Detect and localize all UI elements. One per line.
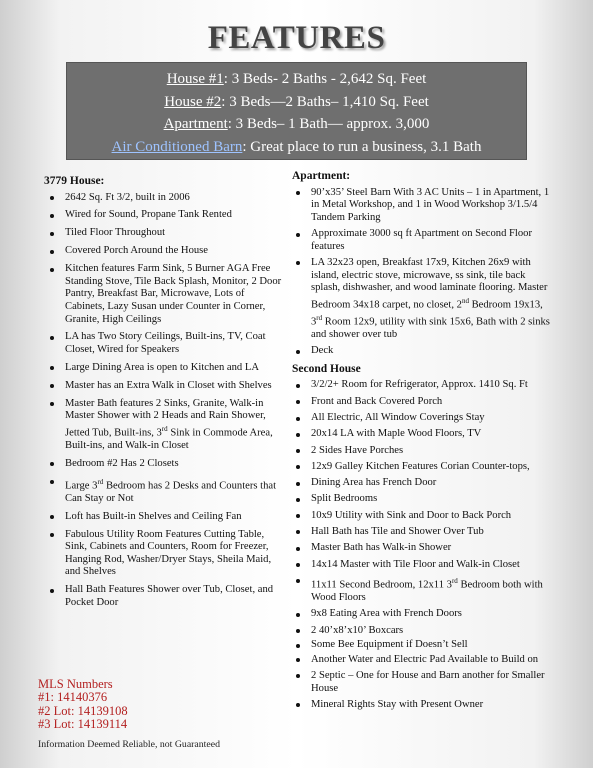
list-item: Some Bee Equipment if Doesn’t Sell [292,639,554,652]
list-item: Hall Bath has Tile and Shower Over Tub [292,526,554,539]
mls-number: #1: 14140376 [38,690,108,705]
list-item: Deck [292,345,554,358]
list-item: LA 32x23 open, Breakfast 17x9, Kitchen 26x9 with island, electric stove, microwave, ss sink, tile back splash, dishwasher, and wood laminate flooring. Master Bedroom 34x18 carpet, no closet, 2nd Bedroom 19x13, 3rd Room 12x9, utility with sink 15x6, Bath with 2 sinks and shower over tub [292,257,554,342]
list-item: LA has Two Story Ceilings, Built-ins, TV, Coat Closet, Wired for Speakers [46,331,282,356]
summary-house2 [67,91,526,114]
list-item: Loft has Built-in Shelves and Ceiling Fan [46,511,282,524]
mls-heading: MLS Numbers [38,677,113,691]
summary-label: House #1 [166,71,224,87]
list-item: Master Bath features 2 Sinks, Granite, Walk-in Master Shower with 2 Heads and Rain Shower, Jetted Tub, Built-ins, 3rd Sink in Commode Area, Built-ins, and Walk-in Closet [46,398,282,453]
summary-banner [66,62,527,160]
list-item: Master has an Extra Walk in Closet with Shelves [46,380,282,393]
summary-barn [67,136,526,159]
summary-text: : 3 Beds– 1 Bath— approx. 3,000 [227,116,430,132]
list-item: 2 Septic – One for House and Barn another for Smaller House [292,670,554,695]
summary-house1 [67,68,526,91]
summary-apartment [67,113,526,136]
apartment-feature-list [292,187,554,358]
list-item: 3/2/2+ Room for Refrigerator, Approx. 1410 Sq. Ft [292,379,554,392]
list-item: 2 40’x8’x10’ Boxcars [292,625,554,638]
list-item: Master Bath has Walk-in Shower [292,542,554,555]
list-item: 2642 Sq. Ft 3/2, built in 2006 [46,192,282,205]
list-item: 2 Sides Have Porches [292,445,554,458]
list-item: Covered Porch Around the House [46,245,282,258]
mls-numbers [38,678,128,732]
page-title: FEATURES [207,20,386,56]
summary-label: Apartment [163,116,228,132]
list-item: 14x14 Master with Tile Floor and Walk-in Closet [292,559,554,572]
list-item: Wired for Sound, Propane Tank Rented [46,209,282,222]
list-item: 10x9 Utility with Sink and Door to Back Porch [292,510,554,523]
list-item: Bedroom #2 Has 2 Closets [46,458,282,471]
summary-text: : 3 Beds- 2 Baths - 2,642 Sq. Feet [223,71,427,87]
list-item: Tiled Floor Throughout [46,227,282,240]
apartment-heading: Apartment: [292,170,351,182]
house1-heading: 3779 House: [44,175,105,187]
list-item: Mineral Rights Stay with Present Owner [292,699,554,712]
list-item: 12x9 Galley Kitchen Features Corian Counter-tops, [292,461,554,474]
list-item: 11x11 Second Bedroom, 12x11 3rd Bedroom both with Wood Floors [292,575,554,605]
list-item: 9x8 Eating Area with French Doors [292,608,554,621]
barn-link[interactable]: Air Conditioned Barn [111,138,243,155]
house2-heading: Second House [292,362,361,375]
summary-label: House #2 [164,93,222,110]
apartment-house2-column [292,170,554,715]
list-item: Split Bedrooms [292,493,554,506]
list-item: Another Water and Electric Pad Available to Build on [292,654,554,667]
mls-number: #3 Lot: 14139114 [38,717,128,732]
list-item: All Electric, All Window Coverings Stay [292,412,554,425]
mls-number: #2 Lot: 14139108 [38,703,128,718]
list-item: Kitchen features Farm Sink, 5 Burner AGA Free Standing Stove, Tile Back Splash, Monitor, 2 Door Pantry, Breakfast Bar, Microwave, Lots of Cabinets, Lazy Susan under Counter in Corner, Granite, High Ceilings [46,263,282,326]
house1-feature-list [46,192,282,610]
list-item: Hall Bath Features Shower over Tub, Closet, and Pocket Door [46,584,282,609]
list-item: Fabulous Utility Room Features Cutting Table, Sink, Cabinets and Counters, Room for Freezer, Hanging Rod, Washer/Dryer Stays, Sheila Maid, and Shelves [46,529,282,579]
list-item: Approximate 3000 sq ft Apartment on Second Floor features [292,228,554,253]
house1-column [46,170,282,615]
list-item: 20x14 LA with Maple Wood Floors, TV [292,428,554,441]
list-item: Dining Area has French Door [292,477,554,490]
list-item: 90’x35’ Steel Barn With 3 AC Units – 1 in Apartment, 1 in Metal Workshop, and 1 in Wood Workshop 3/1.5/4 Tandem Parking [292,187,554,225]
list-item: Large 3rd Bedroom has 2 Desks and Counters that Can Stay or Not [46,476,282,506]
house2-feature-list [292,379,554,711]
summary-text: : 3 Beds—2 Baths– 1,410 Sq. Feet [221,93,429,110]
disclaimer: Information Deemed Reliable, not Guaranteed [38,739,220,750]
list-item: Large Dining Area is open to Kitchen and LA [46,362,282,375]
summary-text: : Great place to run a business, 3.1 Bath [242,138,482,155]
list-item: Front and Back Covered Porch [292,396,554,409]
